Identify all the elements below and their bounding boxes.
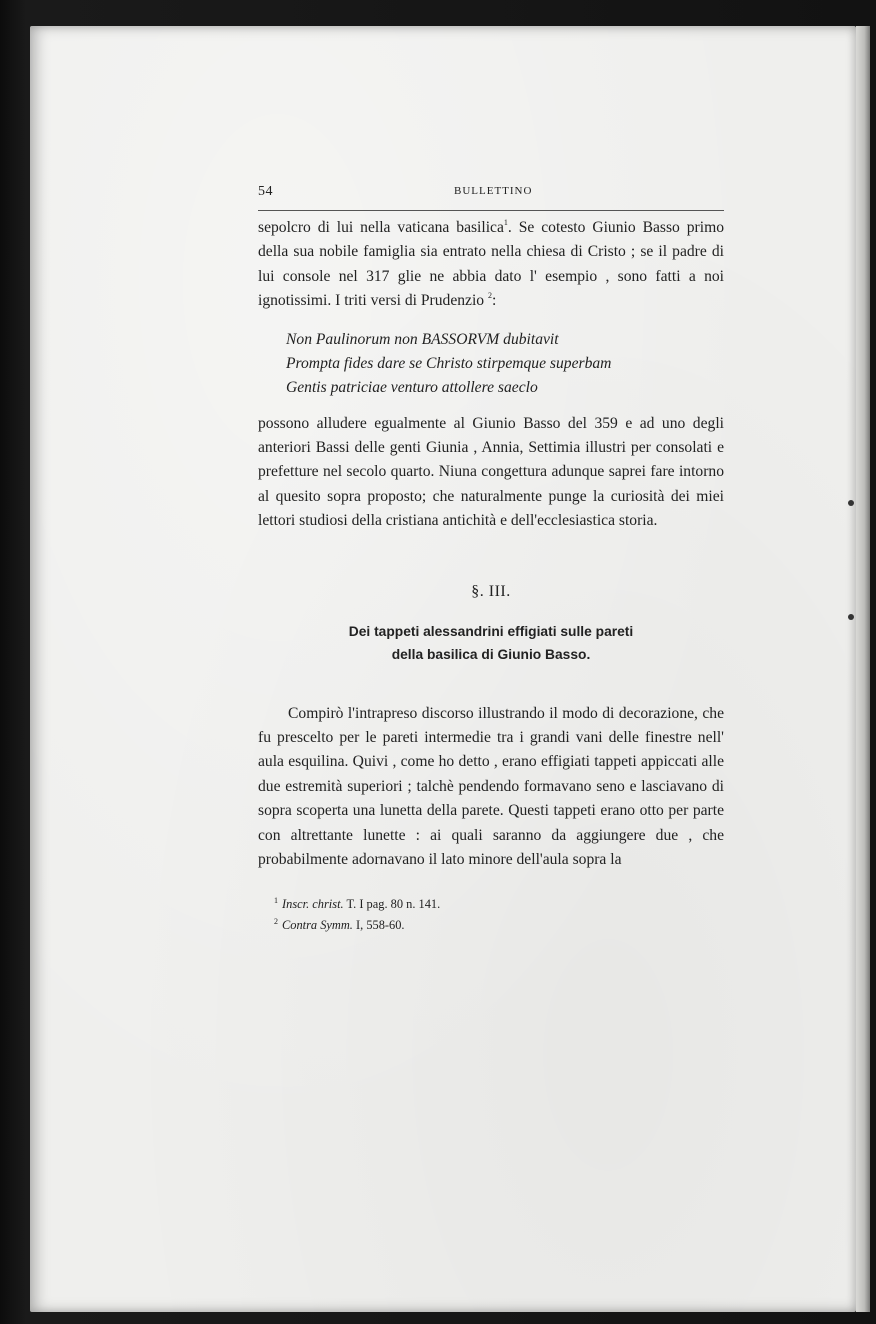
paragraph-1-text-3: :	[492, 292, 497, 310]
footnote-ref-2: 2	[488, 291, 493, 301]
footnote-detail: I, 558-60.	[352, 918, 405, 932]
footnote	[274, 913, 724, 935]
margin-mark	[848, 614, 854, 620]
footnote-source: Inscr. christ.	[282, 896, 344, 911]
verse-line: Gentis patriciae venturo attollere saeclo	[286, 378, 538, 396]
verse-quotation	[286, 328, 724, 400]
footnote-ref-1: 1	[503, 218, 508, 227]
footnote-detail: T. I pag. 80 n. 141.	[343, 896, 441, 911]
verse-line: Prompta fides dare se Christo stirpemque superbam	[286, 354, 612, 372]
section-heading	[258, 620, 724, 666]
page-edge	[856, 26, 870, 1312]
footnotes	[274, 892, 724, 935]
margin-mark	[848, 500, 854, 506]
paragraph-1-text: sepolcro di lui nella vaticana basilica	[258, 219, 504, 236]
paragraph-1-text-2: . Se cotesto Giunio Basso primo della sua nobile famiglia sia entrato nella chiesa di Cristo ; se il padre di lui console nel 317 glie ne abbia dato l' esempio , sono fatti a noi ignotissimi. I triti versi di Prudenzio	[258, 219, 724, 310]
section-heading-line-2: della basilica di Giunio Basso.	[391, 646, 591, 662]
footnote-source: Contra Symm.	[282, 918, 353, 932]
header-rule	[258, 210, 724, 211]
page-number: 54	[258, 184, 273, 199]
footnote-mark: 1	[274, 895, 278, 905]
running-title: BULLETTINO	[454, 185, 533, 197]
footnote	[274, 892, 724, 914]
section-heading-line-1: Dei tappeti alessandrini effigiati sulle pareti	[348, 623, 634, 639]
page-content	[258, 184, 724, 935]
paragraph-2: possono alludere egualmente al Giunio Basso del 359 e ad uno degli anteriori Bassi delle genti Giunia , Annia, Settimia illustri per consolati e prefetture nel secolo quarto. Niuna congettura adunque saprei fare intorno al quesito sopra proposto; che naturalmente punge la curiosità dei miei lettori studiosi della cristiana antichità e dell'ecclesiastica storia.	[258, 414, 724, 530]
running-head	[258, 184, 724, 204]
paragraph-3: Compirò l'intrapreso discorso illustrando il modo di decorazione, che fu prescelto per le pareti intermedie tra i grandi vani delle finestre nell' aula esquilina. Quivi , come ho detto , erano effigiati tappeti appiccati alle due estremità superiori ; talchè pendendo formavano seno e lasciavano di sopra scoperta una lunetta della parete. Questi tappeti erano otto per parte con altrettante lunette : ai quali saranno da aggiungere due , che probabilmente adornavano il lato minore dell'aula sopra la	[258, 704, 724, 869]
verse-line: Non Paulinorum non BASSORVM dubitavit	[286, 330, 559, 348]
section-number: §. III.	[471, 582, 511, 600]
footnote-mark: 2	[274, 917, 278, 926]
paragraph-1	[258, 216, 724, 314]
